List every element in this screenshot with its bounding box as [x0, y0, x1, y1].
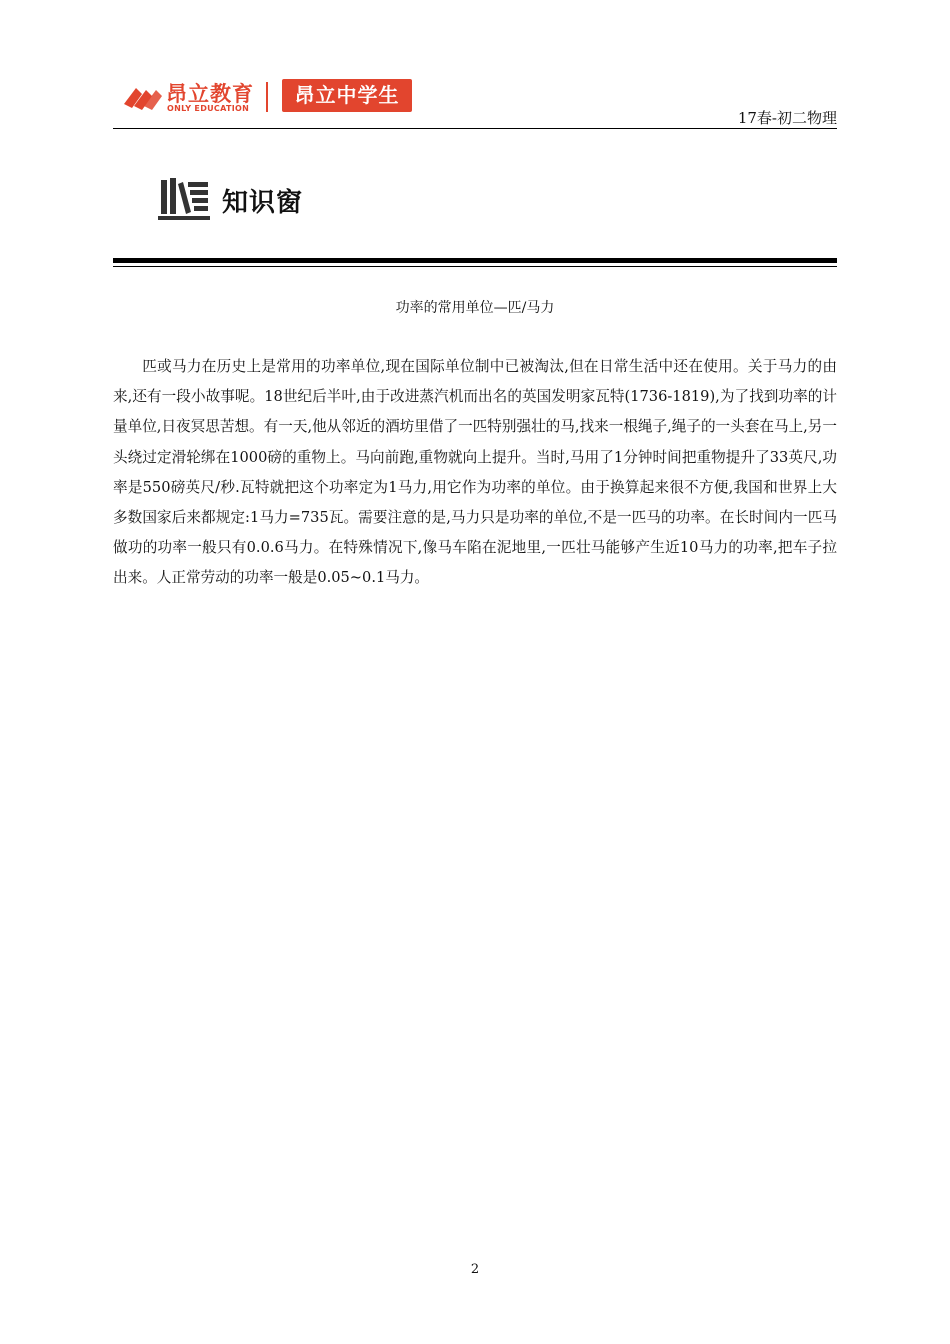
- article-body: 匹或马力在历史上是常用的功率单位,现在国际单位制中已被淘汰,但在日常生活中还在使用。关于马力的由来,还有一段小故事呢。18世纪后半叶,由于改进蒸汽机而出名的英国发明家瓦特(1736-1819),为了找到功率的计量单位,日夜冥思苦想。有一天,他从邻近的酒坊里借了一匹特别强壮的马,找来一根绳子,绳子的一头套在马上,另一头绕过定滑轮绑在1000磅的重物上。马向前跑,重物就向上提升。当时,马用了1分钟时间把重物提升了33英尺,功率是550磅英尺/秒.瓦特就把这个功率定为1马力,用它作为功率的单位。由于换算起来很不方便,我国和世界上大多数国家后来都规定:1马力=735瓦。需要注意的是,马力只是功率的单位,不是一匹马的功率。在长时间内一匹马做功的功率一般只有0.0.6马力。在特殊情况下,像马车陷在泥地里,一匹壮马能够产生近10马力的功率,把车子拉出来。人正常劳动的功率一般是0.05~0.1马力。: [113, 358, 837, 587]
- brand-name: 昂立教育: [166, 82, 254, 106]
- page-number: 2: [470, 1262, 480, 1277]
- logo-divider: [266, 82, 268, 112]
- brand-logo: [122, 78, 422, 118]
- brand-badge: 昂立中学生: [282, 79, 412, 112]
- header-divider: [113, 128, 837, 129]
- brand-tagline: ONLY EDUCATION: [167, 104, 250, 113]
- section-title: 知识窗: [222, 188, 304, 218]
- brand-logo-icon: [122, 82, 162, 114]
- section-heading: [158, 174, 458, 224]
- article-title: 功率的常用单位—匹/马力: [395, 300, 555, 316]
- books-icon: [158, 176, 210, 220]
- course-label: 17春-初二物理: [737, 109, 837, 127]
- section-divider-thick: [113, 258, 837, 263]
- section-divider-thin: [113, 266, 837, 267]
